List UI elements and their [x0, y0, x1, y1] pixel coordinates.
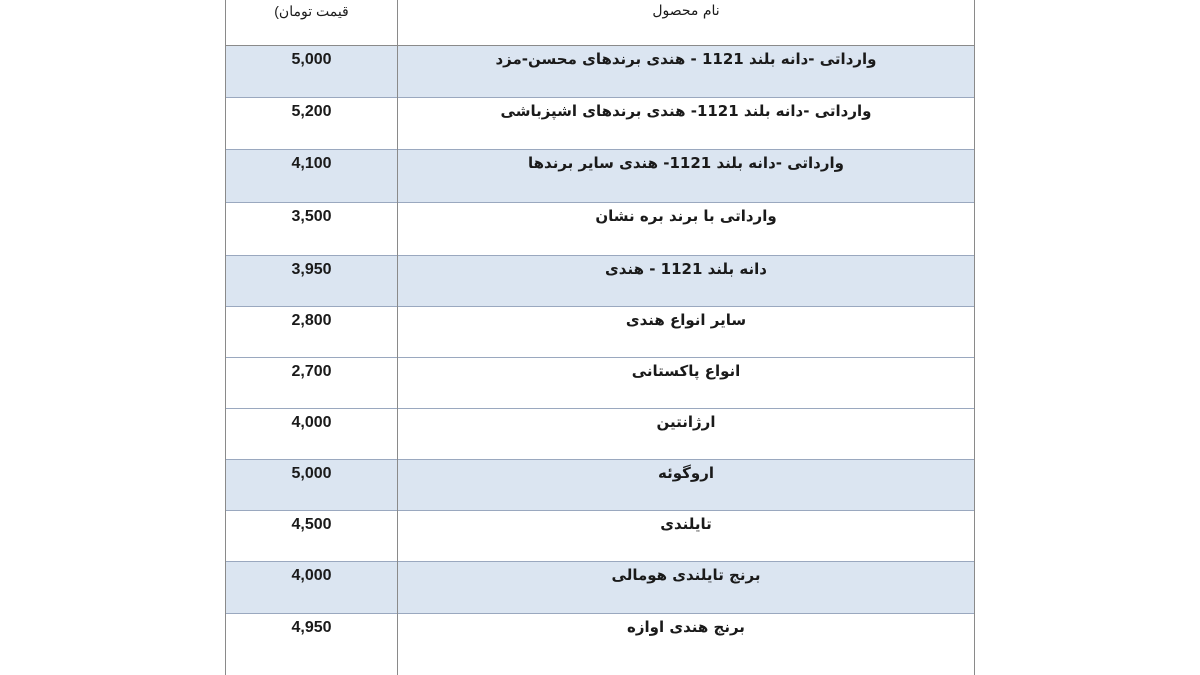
row-price: 3,950 — [291, 261, 332, 278]
column-divider — [397, 0, 398, 675]
row-name: برنج تایلندی هومالی — [611, 566, 761, 584]
row-price: 4,500 — [291, 516, 332, 533]
row-price: 5,200 — [291, 103, 332, 120]
row-name: وارداتی -دانه بلند 1121- هندی سایر برندها — [528, 154, 844, 172]
table-header — [226, 0, 974, 46]
row-name: ارژانتین — [656, 413, 716, 431]
price-table — [225, 0, 975, 675]
row-price: 5,000 — [291, 465, 332, 482]
row-price: 2,800 — [291, 312, 332, 329]
table-row — [226, 409, 974, 460]
row-name: برنج هندی اوازه — [627, 618, 745, 636]
table-row — [226, 150, 974, 203]
table-row — [226, 256, 974, 307]
table-row — [226, 614, 974, 675]
table-row — [226, 358, 974, 409]
table-row — [226, 511, 974, 562]
row-name: سایر انواع هندی — [625, 311, 747, 329]
table-row — [226, 460, 974, 511]
row-name: تایلندی — [660, 515, 712, 533]
row-price: 4,950 — [291, 619, 332, 636]
row-name: اروگوئه — [658, 464, 714, 482]
table-row — [226, 562, 974, 614]
table-row — [226, 98, 974, 150]
row-price: 4,000 — [291, 414, 332, 431]
header-name: نام محصول — [652, 3, 720, 19]
row-price: 4,100 — [291, 155, 332, 172]
row-price: 2,700 — [291, 363, 332, 380]
row-name: دانه بلند 1121 - هندی — [605, 260, 767, 278]
row-name: وارداتی با برند بره نشان — [595, 207, 777, 225]
row-price: 3,500 — [291, 208, 332, 225]
row-name: وارداتی -دانه بلند 1121- هندی برندهای اشپزباشی — [500, 102, 872, 120]
row-name: وارداتی -دانه بلند 1121 - هندی برندهای محسن-مزد — [495, 50, 877, 68]
table-row — [226, 203, 974, 256]
row-name: انواع پاکستانی — [631, 362, 741, 380]
table-row — [226, 46, 974, 98]
row-price: 4,000 — [291, 567, 332, 584]
row-price: 5,000 — [291, 51, 332, 68]
header-price: قیمت تومان) — [274, 3, 349, 19]
table-row — [226, 307, 974, 358]
